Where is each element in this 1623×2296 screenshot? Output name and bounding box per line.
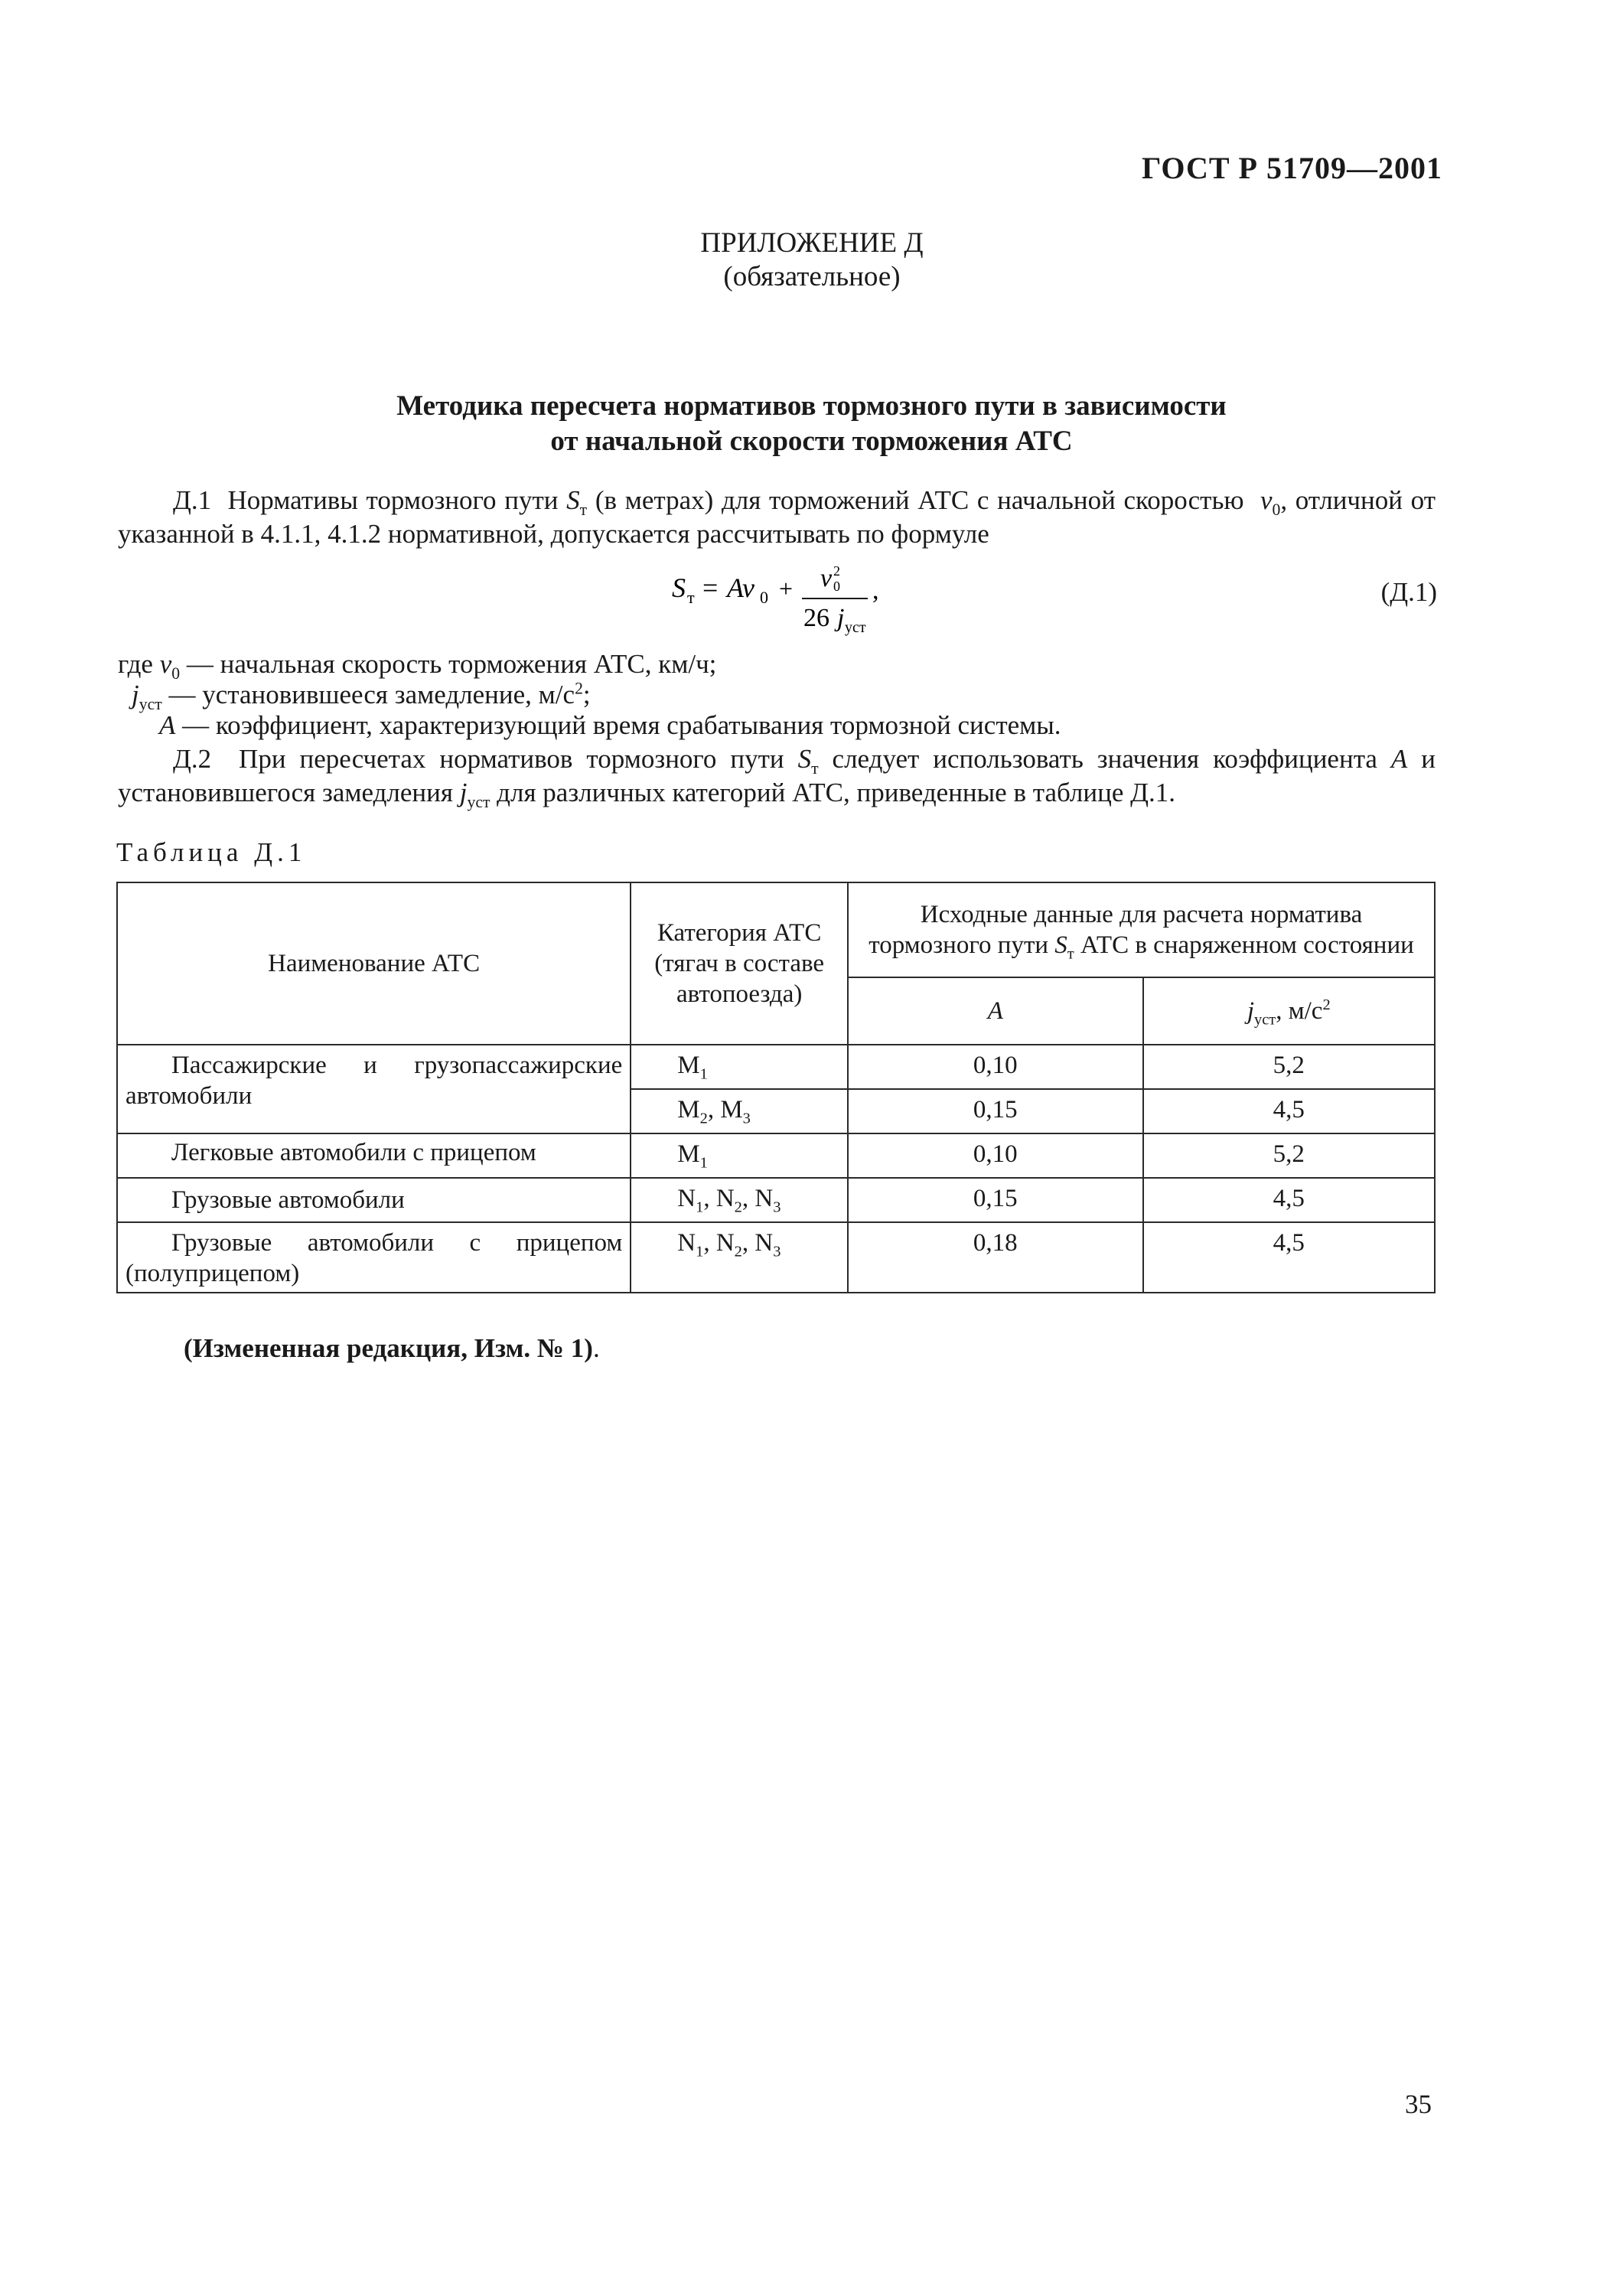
table-row-j: 5,2 xyxy=(1143,1045,1435,1089)
table-row-j: 4,5 xyxy=(1143,1222,1435,1293)
svg-text:0: 0 xyxy=(760,588,768,607)
table-row-j: 4,5 xyxy=(1143,1089,1435,1133)
table-d1 xyxy=(116,882,1436,1293)
svg-text:+: + xyxy=(779,575,794,602)
table-row-category: $N_1$, $N_2$, $N_3$ xyxy=(631,1178,848,1222)
svg-text:Av: Av xyxy=(727,572,754,603)
table-row-a: 0,15 xyxy=(848,1089,1142,1133)
header-j: $j_{уст}$, $м/с^2$ xyxy=(1143,977,1435,1045)
legend-a: A — коэффициент, характеризующий время срабатывания тормозной системы. xyxy=(159,710,1061,740)
svg-text:j: j xyxy=(837,604,845,632)
formula-svg xyxy=(670,566,992,637)
table-row-a: 0,10 xyxy=(848,1045,1142,1089)
header-a: A xyxy=(848,977,1142,1045)
svg-text:=: = xyxy=(702,572,719,603)
svg-text:0: 0 xyxy=(833,579,840,594)
svg-text:2: 2 xyxy=(833,566,840,579)
table-row-j: 5,2 xyxy=(1143,1133,1435,1178)
section-title xyxy=(0,389,1623,459)
braking-distance-formula xyxy=(670,566,992,637)
paragraph-d2: Д.2 При пересчетах нормативов тормозного пути $S_т$ следует использовать значения коэффициента A и установившегося замедления $j_{уст}$ для различных категорий АТС, приведенные в таблице Д.1. xyxy=(118,744,1436,811)
formula-legend xyxy=(118,649,1436,741)
table-row-category: $M_1$ xyxy=(631,1045,848,1089)
table-row-j: 4,5 xyxy=(1143,1178,1435,1222)
table-row-a: 0,10 xyxy=(848,1133,1142,1178)
table-row-category: $M_2$, $M_3$ xyxy=(631,1089,848,1133)
appendix-subtitle: (обязательное) xyxy=(723,261,901,292)
svg-text:уст: уст xyxy=(845,619,866,636)
header-source-data: Исходные данные для расчета норматива тормозного пути $S_т$ АТС в снаряженном состоянии xyxy=(848,882,1435,977)
table-row-name: Легковые автомобили с прицепом xyxy=(117,1133,631,1178)
formula-number: (Д.1) xyxy=(1380,577,1437,607)
header-category: Категория АТС (тягач в составе автопоезда) xyxy=(631,882,848,1045)
table-row-a: 0,18 xyxy=(848,1222,1142,1293)
table-row-name: Пассажирские и грузопассажирские автомобили xyxy=(117,1045,631,1133)
svg-text:26: 26 xyxy=(803,604,829,632)
paragraph-d1: Д.1 Нормативы тормозного пути $S_т$ (в метрах) для торможений АТС с начальной скоростью $v_0$, отличной от указанной в 4.1.1, 4.1.2 нормативной, допускается рассчитывать по формуле xyxy=(118,485,1436,549)
table-row-a: 0,15 xyxy=(848,1178,1142,1222)
section-title-line1: Методика пересчета нормативов тормозного пути в зависимости xyxy=(396,390,1227,422)
section-title-line2: от начальной скорости торможения АТС xyxy=(550,426,1073,457)
document-id: ГОСТ Р 51709—2001 xyxy=(1141,151,1442,185)
svg-text:т: т xyxy=(687,588,695,607)
svg-text:S: S xyxy=(672,572,686,603)
legend-j: $j_{уст}$ — установившееся замедление, $м/с^2$; xyxy=(132,679,591,713)
table-row-name: Грузовые автомобили xyxy=(117,1178,631,1222)
table-row-name: Грузовые автомобили с прицепом (полуприцепом) xyxy=(117,1222,631,1293)
amendment-note: (Измененная редакция, Изм. № 1). xyxy=(184,1333,600,1363)
svg-text:,: , xyxy=(872,576,879,605)
header-name: Наименование АТС xyxy=(117,882,631,1045)
svg-text:v: v xyxy=(820,566,833,592)
page-number: 35 xyxy=(1405,2089,1432,2119)
appendix-heading xyxy=(0,227,1623,294)
legend-v0: где $v_0$ — начальная скорость торможения АТС, км/ч; xyxy=(118,649,717,683)
table-row-category: $M_1$ xyxy=(631,1133,848,1178)
table-row-category: $N_1$, $N_2$, $N_3$ xyxy=(631,1222,848,1293)
appendix-title: ПРИЛОЖЕНИЕ Д xyxy=(700,227,924,259)
table-caption: Таблица Д.1 xyxy=(116,837,307,867)
